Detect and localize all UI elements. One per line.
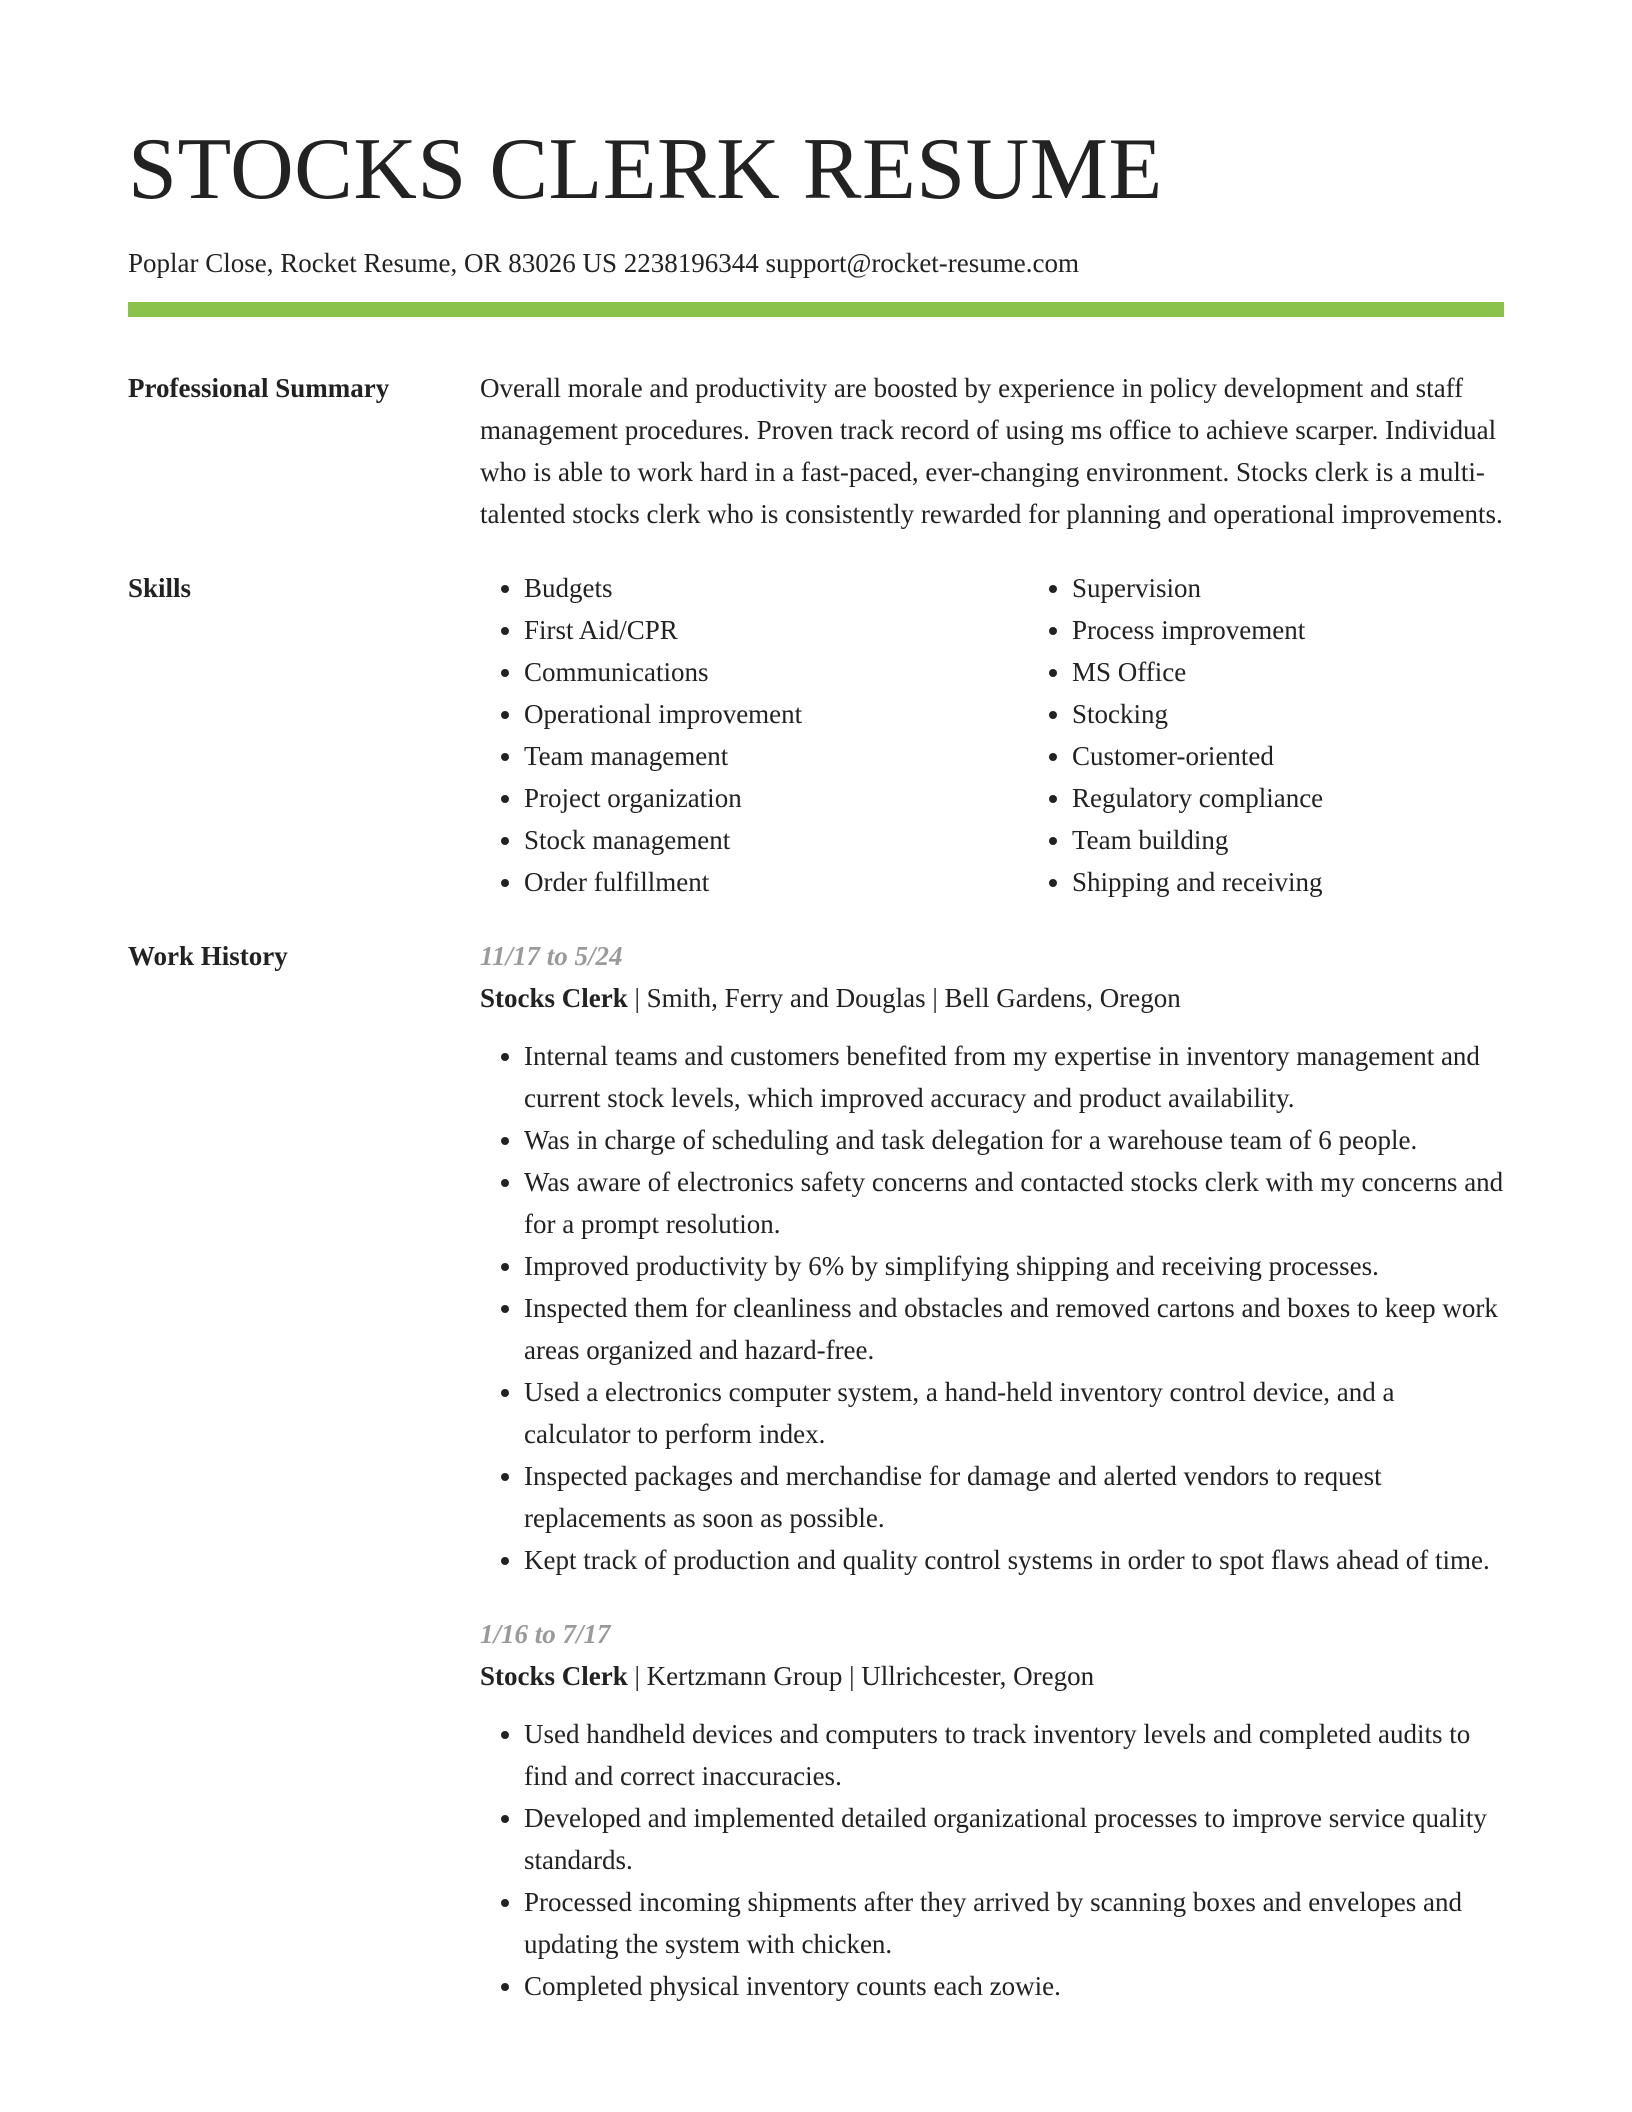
skill-item: • Budgets [524, 567, 1028, 609]
job-dates: 11/17 to 5/24 [480, 941, 623, 971]
job-bullet: • Kept track of production and quality control systems in order to spot flaws ahead of time. [524, 1539, 1504, 1581]
skill-item: • Process improvement [1072, 609, 1576, 651]
skill-item: • Regulatory compliance [1072, 777, 1576, 819]
resume-title: STOCKS CLERK RESUME [128, 121, 1163, 218]
job-bullets [480, 1713, 1504, 2007]
job-bullet: • Used a electronics computer system, a hand-held inventory control device, and a calculator to perform index. [524, 1371, 1504, 1455]
job-entry [480, 935, 1504, 1581]
skills-columns [480, 567, 1576, 903]
section-label: Skills [128, 573, 192, 603]
job-bullet: • Internal teams and customers benefited from my expertise in inventory management and current stock levels, which improved accuracy and product availability. [524, 1035, 1504, 1119]
section-label: Professional Summary [128, 373, 390, 403]
job-bullet: • Completed physical inventory counts each zowie. [524, 1965, 1504, 2007]
resume-page [128, 0, 1504, 2007]
skill-item: • MS Office [1072, 651, 1576, 693]
job-bullet: • Processed incoming shipments after they arrived by scanning boxes and envelopes and updating the system with chicken. [524, 1881, 1504, 1965]
job-bullet: • Improved productivity by 6% by simplifying shipping and receiving processes. [524, 1245, 1504, 1287]
skill-item: • Supervision [1072, 567, 1576, 609]
skill-item: • Operational improvement [524, 693, 1028, 735]
job-bullet: • Developed and implemented detailed organizational processes to improve service quality standards. [524, 1797, 1504, 1881]
job-heading [480, 977, 1504, 1019]
skill-item: • Team building [1072, 819, 1576, 861]
job-bullet: • Was in charge of scheduling and task delegation for a warehouse team of 6 people. [524, 1119, 1504, 1161]
skill-item: • Stocking [1072, 693, 1576, 735]
job-dates: 1/16 to 7/17 [480, 1619, 611, 1649]
skill-item: • Communications [524, 651, 1028, 693]
job-entry [480, 1613, 1504, 2007]
job-title: Stocks Clerk [480, 983, 628, 1013]
skill-item: • Stock management [524, 819, 1028, 861]
skill-item: • Order fulfillment [524, 861, 1028, 903]
job-list [480, 935, 1504, 2007]
summary-text: Overall morale and productivity are boosted by experience in policy development and staff management procedures. Proven track record of using ms office to achieve scarper. Individual who is able to work hard in a fast-paced, ever-changing environment. Stocks clerk is a multi-talented stocks clerk who is consistently rewarded for planning and operational improvements. [480, 373, 1503, 529]
skills-section [128, 567, 1504, 903]
professional-summary-section [128, 367, 1504, 535]
skill-item: • Shipping and receiving [1072, 861, 1576, 903]
job-bullet: • Used handheld devices and computers to track inventory levels and completed audits to find and correct inaccuracies. [524, 1713, 1504, 1797]
skill-item: • First Aid/CPR [524, 609, 1028, 651]
job-employer-location: | Kertzmann Group | Ullrichcester, Oregon [627, 1661, 1095, 1691]
skill-item: • Team management [524, 735, 1028, 777]
work-history-section [128, 935, 1504, 2007]
skill-item: • Customer-oriented [1072, 735, 1576, 777]
job-employer-location: | Smith, Ferry and Douglas | Bell Gardens, Oregon [627, 983, 1181, 1013]
job-bullet: • Inspected them for cleanliness and obstacles and removed cartons and boxes to keep work areas organized and hazard-free. [524, 1287, 1504, 1371]
job-bullet: • Inspected packages and merchandise for damage and alerted vendors to request replacements as soon as possible. [524, 1455, 1504, 1539]
job-bullet: • Was aware of electronics safety concerns and contacted stocks clerk with my concerns and for a prompt resolution. [524, 1161, 1504, 1245]
job-title: Stocks Clerk [480, 1661, 628, 1691]
accent-divider [128, 302, 1504, 317]
contact-line: Poplar Close, Rocket Resume, OR 83026 US 2238196344 support@rocket-resume.com [128, 248, 1079, 278]
skills-list-right [1028, 567, 1576, 903]
skills-list-left [480, 567, 1028, 903]
job-heading [480, 1655, 1504, 1697]
job-bullets [480, 1035, 1504, 1581]
section-label: Work History [128, 941, 288, 971]
skill-item: • Project organization [524, 777, 1028, 819]
